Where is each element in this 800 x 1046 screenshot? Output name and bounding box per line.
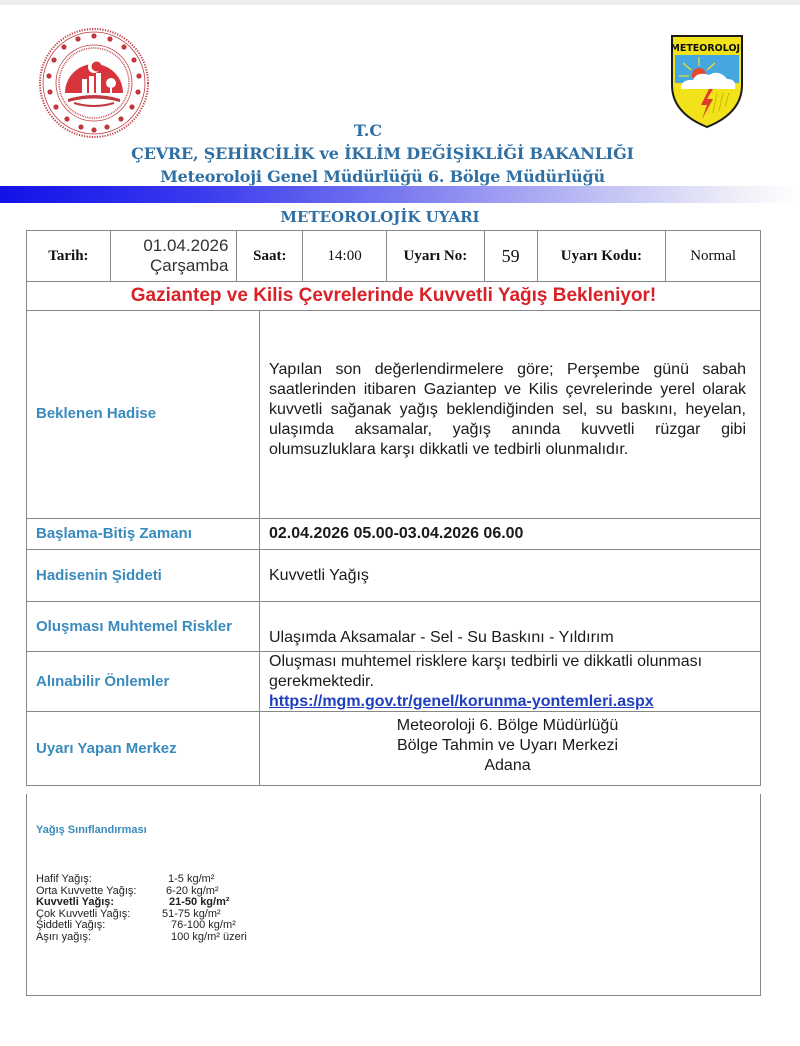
class-name: Hafif Yağış:	[36, 873, 92, 885]
class-range: 100 kg/m² üzeri	[171, 930, 247, 943]
table-row	[27, 549, 760, 601]
warning-no-label: Uyarı No:	[387, 231, 485, 281]
class-name: Çok Kuvvetli Yağış:	[36, 907, 131, 920]
list-item	[36, 874, 247, 886]
warning-meta-table	[26, 230, 761, 282]
date-cell	[111, 231, 238, 281]
classification-title: Yağış Sınıflandırması	[36, 824, 147, 836]
class-range: 6-20 kg/m²	[166, 884, 219, 897]
row-label: Uyarı Yapan Merkez	[27, 712, 260, 785]
possible-risks: Ulaşımda Aksamalar - Sel - Su Baskını - Yıldırım	[269, 629, 614, 646]
header-tc: T.C	[353, 121, 383, 140]
warning-code-value: Normal	[690, 247, 737, 264]
document-title: METEOROLOJİK UYARI	[280, 208, 480, 226]
table-row	[27, 711, 760, 785]
event-severity: Kuvvetli Yağış	[269, 566, 369, 584]
expected-event-text: Yapılan son değerlendirmelere göre; Perşembe günü sabah saatlerinden itibaren Gaziantep ve Kilis çevrelerinde yerel olarak kuvvetli sağanak yağış beklendiğinden sel, su baskını, heyelan, ulaşımda aksamalar, yağış anında kuvvetli rüzgar gibi olumsuzluklara karşı dikkatli ve tedbirli olunmalıdır.	[269, 361, 746, 458]
header-gradient-bar	[0, 186, 800, 203]
shield-label: METEOROLOJİ	[670, 43, 744, 54]
table-row	[27, 518, 760, 549]
row-label: Beklenen Hadise	[27, 310, 260, 518]
warning-headline: Gaziantep ve Kilis Çevrelerinde Kuvvetli Yağış Bekleniyor!	[26, 281, 761, 311]
top-edge	[0, 0, 800, 5]
precipitation-classification	[26, 794, 761, 996]
precautions-cell	[260, 652, 760, 711]
day-value: Çarşamba	[150, 256, 229, 275]
list-item	[36, 897, 247, 909]
class-range: 1-5 kg/m²	[168, 873, 215, 885]
meteoroloji-shield-icon	[669, 33, 745, 129]
class-name: Orta Kuvvette Yağış:	[36, 884, 137, 897]
row-label: Alınabilir Önlemler	[27, 652, 260, 711]
row-label: Hadisenin Şiddeti	[27, 550, 260, 601]
warning-no-value: 59	[485, 231, 538, 281]
time-label: Saat:	[237, 231, 303, 281]
table-row	[27, 601, 760, 651]
date-label: Tarih:	[27, 231, 111, 281]
table-row	[27, 310, 760, 518]
class-range: 21-50 kg/m²	[169, 896, 230, 908]
row-label: Oluşması Muhtemel Riskler	[27, 602, 260, 651]
issuing-center-line: Adana	[484, 756, 531, 774]
start-end-time: 02.04.2026 05.00-03.04.2026 06.00	[269, 525, 524, 542]
date-value: 01.04.2026	[143, 236, 229, 255]
protection-methods-link[interactable]: https://mgm.gov.tr/genel/korunma-yontemleri.aspx	[269, 693, 654, 710]
time-value: 14:00	[303, 231, 387, 281]
list-item	[36, 932, 247, 944]
header-directorate: Meteoroloji Genel Müdürlüğü 6. Bölge Müdürlüğü	[160, 167, 605, 186]
class-name: Aşırı yağış:	[36, 930, 92, 943]
row-label: Başlama-Bitiş Zamanı	[27, 519, 260, 549]
class-range: 76-100 kg/m²	[171, 919, 236, 931]
issuing-center	[260, 712, 760, 785]
ministry-emblem-icon	[38, 27, 150, 139]
classification-list	[36, 874, 247, 943]
table-row	[27, 651, 760, 711]
list-item	[36, 920, 247, 932]
warning-code-label: Uyarı Kodu:	[538, 231, 667, 281]
header-ministry: ÇEVRE, ŞEHİRCİLİK ve İKLİM DEĞİŞİKLİĞİ BAKANLIĞI	[131, 144, 634, 163]
precautions-text: Oluşması muhtemel risklere karşı tedbirli ve dikkatli olunması gerekmektedir.	[269, 653, 703, 690]
issuing-center-line: Bölge Tahmin ve Uyarı Merkezi	[396, 736, 619, 754]
class-range: 51-75 kg/m²	[162, 907, 221, 920]
class-name: Şiddetli Yağış:	[36, 919, 106, 931]
warning-details-table	[26, 310, 761, 786]
class-name: Kuvvetli Yağış:	[36, 896, 115, 908]
issuing-center-line: Meteoroloji 6. Bölge Müdürlüğü	[396, 716, 619, 734]
